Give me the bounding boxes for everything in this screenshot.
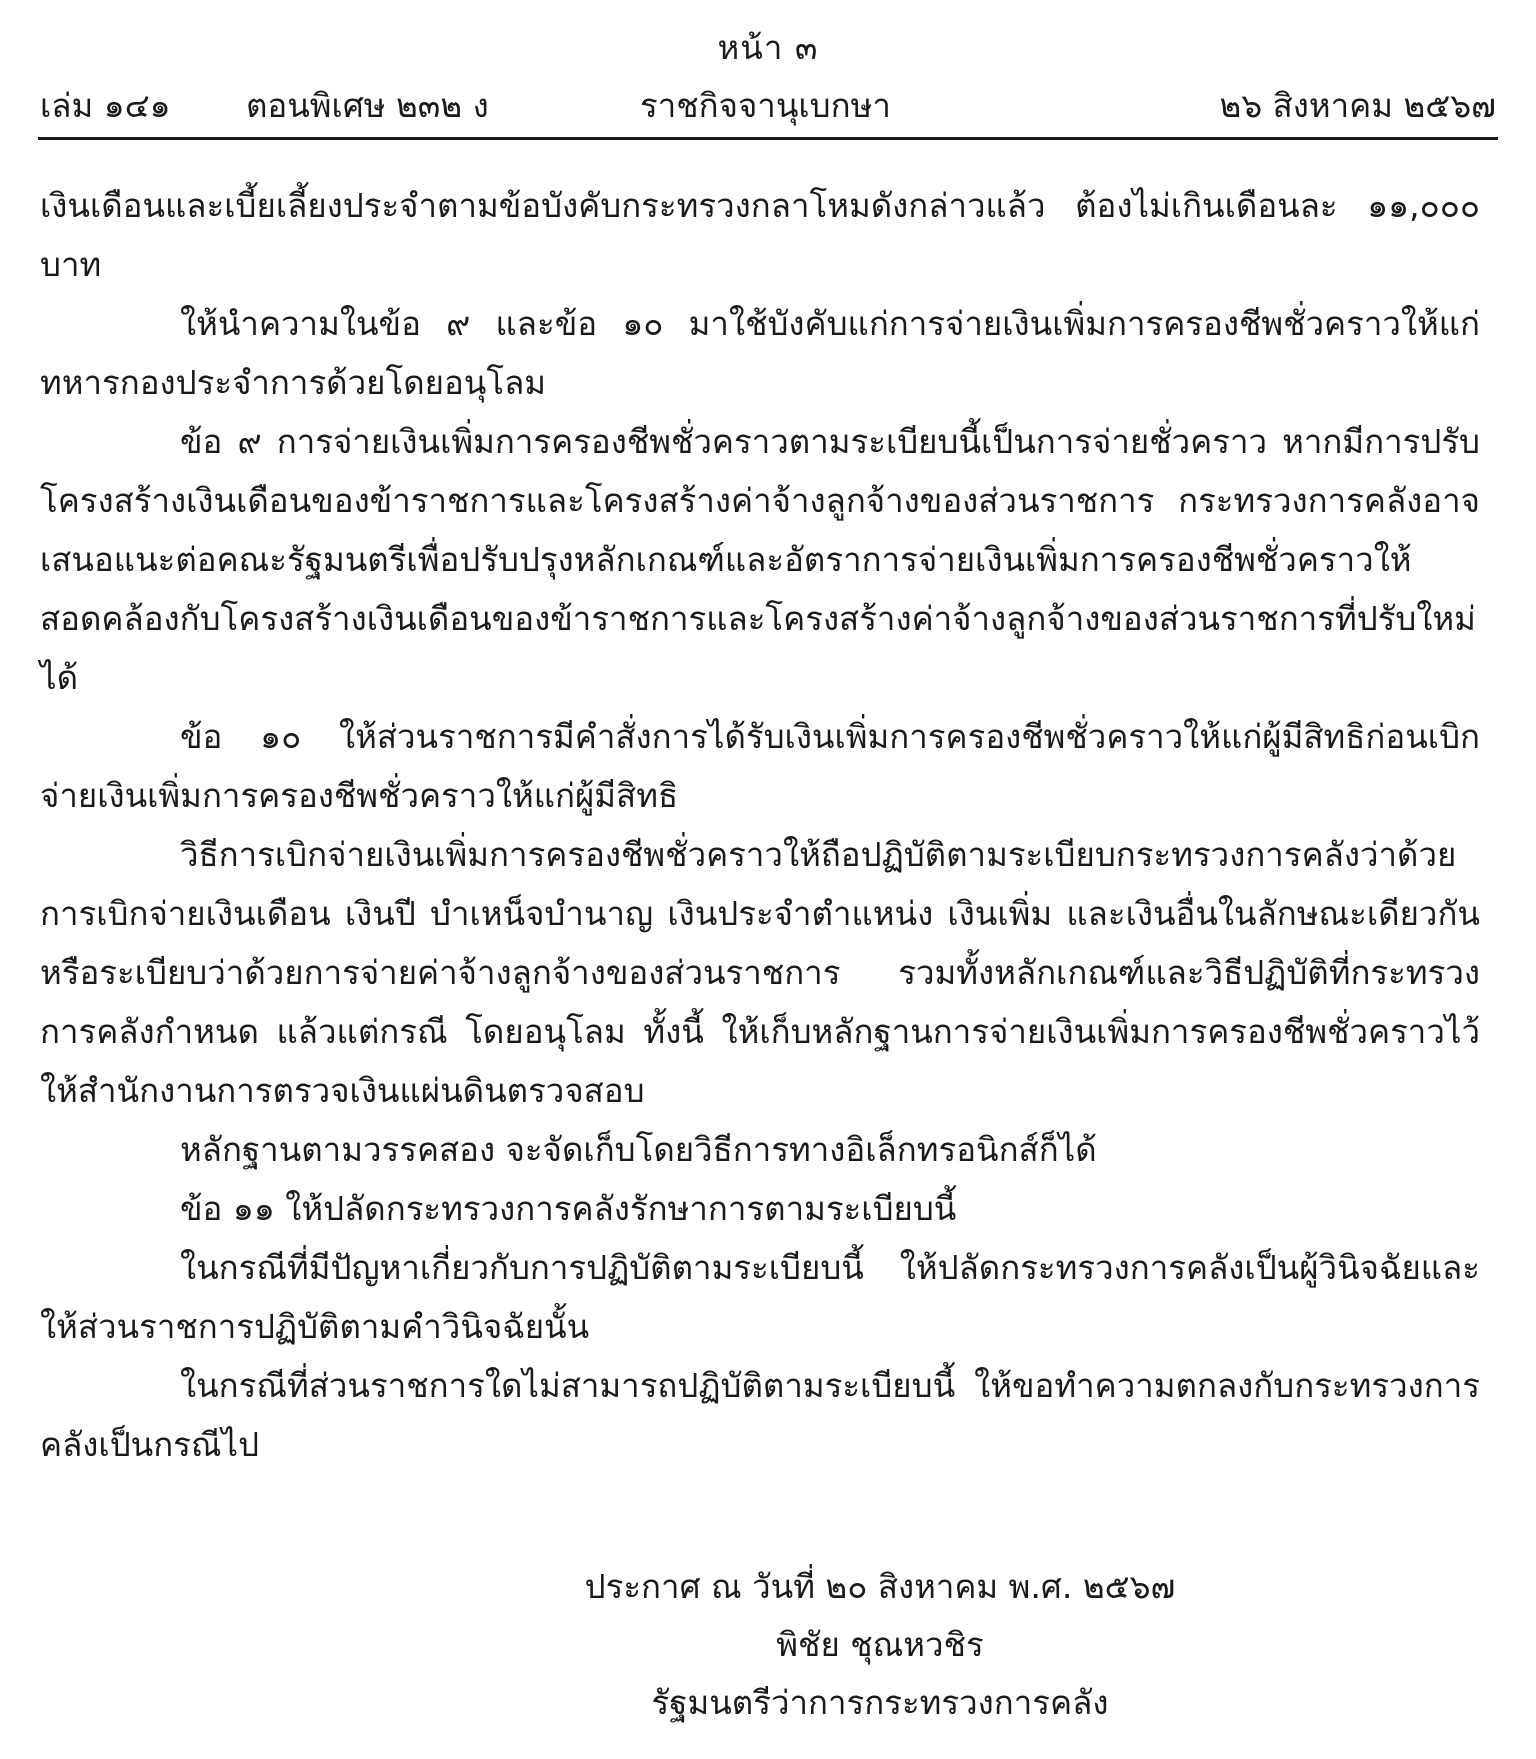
gazette-header — [40, 82, 1496, 130]
gazette-name: ราชกิจจานุเบกษา — [640, 86, 891, 125]
clause-10: ข้อ ๑๐ ให้ส่วนราชการมีคำสั่งการได้รับเงินเพิ่มการครองชีพชั่วคราวให้แก่ผู้มีสิทธิก่อนเบิกจ่ายเงินเพิ่มการครองชีพชั่วคราวให้แก่ผู้มีสิทธิ — [40, 717, 1480, 815]
announcement-date: ประกาศ ณ วันที่ ๒๐ สิงหาคม พ.ศ. ๒๕๖๗ — [584, 1567, 1176, 1606]
document-body — [40, 176, 1480, 1474]
clause-9: ข้อ ๙ การจ่ายเงินเพิ่มการครองชีพชั่วคราวตามระเบียบนี้เป็นการจ่ายชั่วคราว หากมีการปรับโครงสร้างเงินเดือนของข้าราชการและโครงสร้างค่าจ้างลูกจ้างของส่วนราชการ กระทรวงการคลังอาจเสนอแนะต่อคณะรัฐมนตรีเพื่อปรับปรุงหลักเกณฑ์และอัตราการจ่ายเงินเพิ่มการครองชีพชั่วคราวให้สอดคล้องกับโครงสร้างเงินเดือนของข้าราชการและโครงสร้างค่าจ้างลูกจ้างของส่วนราชการที่ปรับใหม่ได้ — [40, 422, 1480, 697]
clause-11: ข้อ ๑๑ ให้ปลัดกระทรวงการคลังรักษาการตามระเบียบนี้ — [180, 1189, 957, 1228]
paragraph: ในกรณีที่มีปัญหาเกี่ยวกับการปฏิบัติตามระเบียบนี้ ให้ปลัดกระทรวงการคลังเป็นผู้วินิจฉัยและให้ส่วนราชการปฏิบัติตามคำวินิจฉัยนั้น — [40, 1248, 1480, 1346]
paragraph: ในกรณีที่ส่วนราชการใดไม่สามารถปฏิบัติตามระเบียบนี้ ให้ขอทำความตกลงกับกระทรวงการคลังเป็นกรณีไป — [40, 1366, 1480, 1464]
signature-block — [560, 1558, 1200, 1732]
signatory-name: พิชัย ชุณหวชิร — [776, 1625, 984, 1664]
paragraph: วิธีการเบิกจ่ายเงินเพิ่มการครองชีพชั่วคราวให้ถือปฏิบัติตามระเบียบกระทรวงการคลังว่าด้วยการเบิกจ่ายเงินเดือน เงินปี บำเหน็จบำนาญ เงินประจำตำแหน่ง เงินเพิ่ม และเงินอื่นในลักษณะเดียวกัน หรือระเบียบว่าด้วยการจ่ายค่าจ้างลูกจ้างของส่วนราชการ รวมทั้งหลักเกณฑ์และวิธีปฏิบัติที่กระทรวงการคลังกำหนด แล้วแต่กรณี โดยอนุโลม ทั้งนี้ ให้เก็บหลักฐานการจ่ายเงินเพิ่มการครองชีพชั่วคราวไว้ให้สำนักงานการตรวจเงินแผ่นดินตรวจสอบ — [40, 835, 1480, 1110]
volume-label: เล่ม ๑๔๑ — [40, 86, 171, 125]
publication-date: ๒๖ สิงหาคม ๒๕๖๗ — [1219, 86, 1496, 125]
issue-label: ตอนพิเศษ ๒๓๒ ง — [246, 86, 489, 125]
paragraph: หลักฐานตามวรรคสอง จะจัดเก็บโดยวิธีการทางอิเล็กทรอนิกส์ก็ได้ — [180, 1130, 1097, 1169]
paragraph-continuation: เงินเดือนและเบี้ยเลี้ยงประจำตามข้อบังคับกระทรวงกลาโหมดังกล่าวแล้ว ต้องไม่เกินเดือนละ ๑๑,๐๐๐ บาท — [40, 186, 1480, 284]
paragraph: ให้นำความในข้อ ๙ และข้อ ๑๐ มาใช้บังคับแก่การจ่ายเงินเพิ่มการครองชีพชั่วคราวให้แก่ทหารกองประจำการด้วยโดยอนุโลม — [40, 304, 1480, 402]
header-divider — [38, 137, 1498, 140]
signatory-position: รัฐมนตรีว่าการกระทรวงการคลัง — [651, 1683, 1109, 1722]
page-number: หน้า ๓ — [717, 28, 819, 67]
